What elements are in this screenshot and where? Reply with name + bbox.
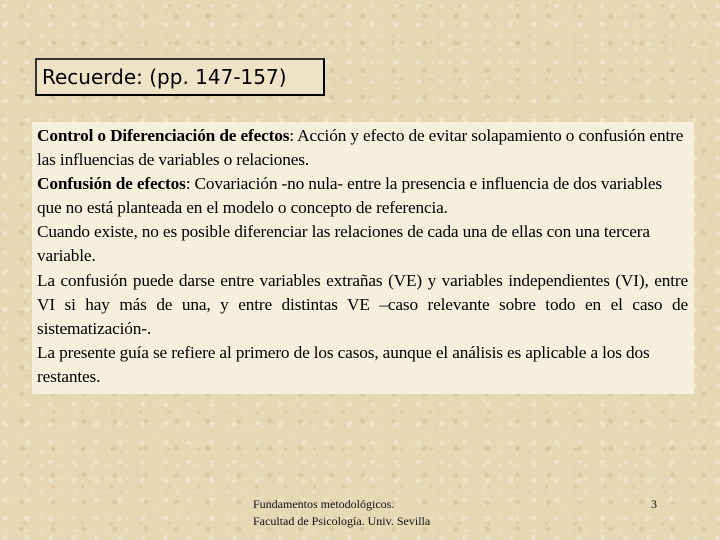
paragraph-control xyxy=(37,124,688,172)
paragraph-guide-scope: La presente guía se refiere al primero de los casos, aunque el análisis es aplicable a los dos restantes. xyxy=(37,342,650,386)
footer xyxy=(253,496,430,530)
footer-course: Fundamentos metodológicos. xyxy=(253,497,395,511)
paragraph-confusion xyxy=(37,172,688,220)
definition-confusion: : Covariación -no nula- entre la presencia e influencia de dos variables que no está planteada en el modelo o concepto de referencia. xyxy=(37,174,662,218)
term-control: Control o Diferenciación de efectos xyxy=(37,126,290,145)
definition-control: : Acción y efecto de evitar solapamiento o confusión entre las influencias de variables o relaciones. xyxy=(37,126,684,170)
paragraph-consequence: Cuando existe, no es posible diferenciar las relaciones de cada una de ellas con una tercera variable. xyxy=(37,222,650,266)
page-number: 3 xyxy=(651,497,657,511)
footer-institution: Facultad de Psicología. Univ. Sevilla xyxy=(253,514,431,528)
slide-title: Recuerde: (pp. 147-157) xyxy=(35,58,325,96)
content-box xyxy=(32,122,694,394)
paragraph-confusion-types: La confusión puede darse entre variables extrañas (VE) y variables independientes (VI), entre VI si hay más de una, y entre distintas VE –caso relevante sobre todo en el caso de sistematización-. xyxy=(37,270,688,338)
term-confusion: Confusión de efectos xyxy=(37,174,186,194)
